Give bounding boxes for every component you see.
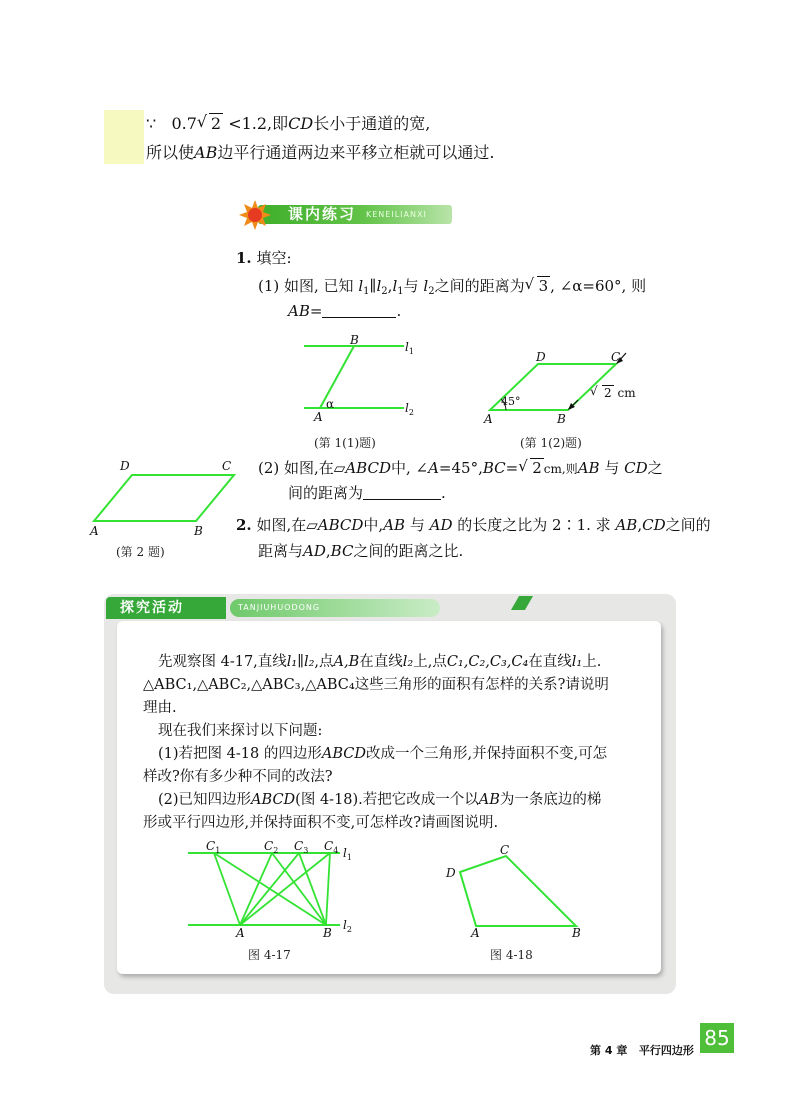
fig3-caption: (第 2 题) [116, 545, 165, 559]
exercise-pinyin: KENEILIANXI [366, 210, 427, 219]
answer-blank-2[interactable] [363, 485, 441, 500]
fig2-length: √ 2 cm [590, 384, 636, 400]
top-line-1: ∵ 0.7 √ 2 <1.2,即CD长小于通道的宽, [146, 112, 431, 133]
activity-p5: (1)若把图 4-18 的四边形ABCD改成一个三角形,并保持面积不变,可怎 [158, 746, 608, 762]
fig417-B: B [323, 926, 332, 940]
fig418-B: B [572, 926, 581, 940]
activity-p8: 形或平行四边形,并保持面积不变,可怎样改?请画图说明. [143, 815, 499, 831]
fig417-l1: $l_1$ [343, 846, 352, 862]
activity-p4: 现在我们来探讨以下问题: [158, 723, 323, 739]
fig3-label-B: B [194, 524, 203, 538]
fig418-D: D [446, 866, 456, 880]
answer-blank-1[interactable] [322, 303, 396, 318]
q2-line2: 距离与AD,BC之间的距离之比. [258, 542, 464, 560]
activity-pinyin: TANJIUHUODONG [238, 603, 321, 612]
fig418-C: C [500, 843, 510, 857]
fig417-C1: $C_1$ [206, 839, 221, 855]
fig2-angle: 45° [501, 395, 521, 408]
fig2-label-B: B [557, 412, 566, 426]
q1-heading: 1. 填空: [236, 249, 292, 267]
fig1-label-A: A [314, 410, 323, 424]
fig2-caption: (第 1(2)题) [520, 436, 582, 450]
fig2-label-C: C [611, 350, 621, 364]
activity-title: 探究活动 [120, 600, 184, 616]
fig2-label-D: D [536, 350, 546, 364]
fig417-l2: $l_2$ [343, 918, 352, 934]
exercise-title: 课内练习 [288, 205, 357, 223]
figure-4-18 [448, 848, 588, 933]
fig1-label-l1: $l_1$ [405, 340, 414, 356]
activity-p3: 理由. [143, 700, 177, 716]
figure-1-1 [292, 334, 422, 434]
activity-p1: 先观察图 4-17,直线l₁∥l₂,点A,B在直线l₂上,点C₁,C₂,C₃,C₄在直线l₁上. [158, 654, 602, 670]
fig1-caption: (第 1(1)题) [314, 436, 376, 450]
q1-part1-line1: (1) 如图, 已知 $l_1\parallel l_2,l_1$与 $l_2$之间的距离为 √ 3 , ∠α=60°, 则 [258, 275, 647, 297]
fig1-label-B: B [350, 333, 359, 347]
fig3-label-C: C [222, 459, 232, 473]
fig3-label-D: D [120, 459, 130, 473]
figure-2 [88, 465, 248, 535]
fig418-A: A [471, 926, 480, 940]
fig1-label-alpha: α [326, 397, 335, 411]
page-number: 85 [700, 1023, 734, 1053]
exercise-header [238, 203, 454, 227]
fig418-caption: 图 4-18 [490, 948, 533, 962]
figure-4-17 [180, 840, 360, 940]
highlight-bar [104, 110, 144, 164]
fig3-label-A: A [90, 524, 99, 538]
q1-part2-line1: (2) 如图,在▱ABCD中, ∠A=45°,BC= √ 2 cm,则AB 与 CD之 [258, 457, 663, 477]
footer-chapter: 第 4 章 平行四边形 [590, 1044, 694, 1057]
fig417-A: A [236, 926, 245, 940]
q2-line1: 2. 如图,在▱ABCD中,AB 与 AD 的长度之比为 2∶1. 求 AB,CD之间的 [236, 516, 711, 534]
fig1-label-l2: $l_2$ [405, 401, 414, 417]
fig417-caption: 图 4-17 [248, 948, 291, 962]
fig417-C2: $C_2$ [264, 839, 279, 855]
top-line-2: 所以使AB边平行通道两边来平移立柜就可以通过. [146, 143, 495, 162]
q1-part1-line2: AB= . [288, 302, 402, 320]
q1-part2-line2: 间的距离为 . [288, 484, 446, 502]
activity-p6: 样改?你有多少种不同的改法? [143, 769, 333, 785]
activity-header [106, 597, 336, 619]
starburst-icon [238, 199, 272, 231]
activity-p2: △ABC₁,△ABC₂,△ABC₃,△ABC₄这些三角形的面积有怎样的关系?请说明 [143, 677, 609, 693]
activity-p7: (2)已知四边形ABCD(图 4-18).若把它改成一个以AB为一条底边的梯 [158, 792, 602, 808]
fig417-C4: $C_4$ [324, 839, 339, 855]
fig417-C3: $C_3$ [294, 839, 309, 855]
fig2-label-A: A [484, 412, 493, 426]
